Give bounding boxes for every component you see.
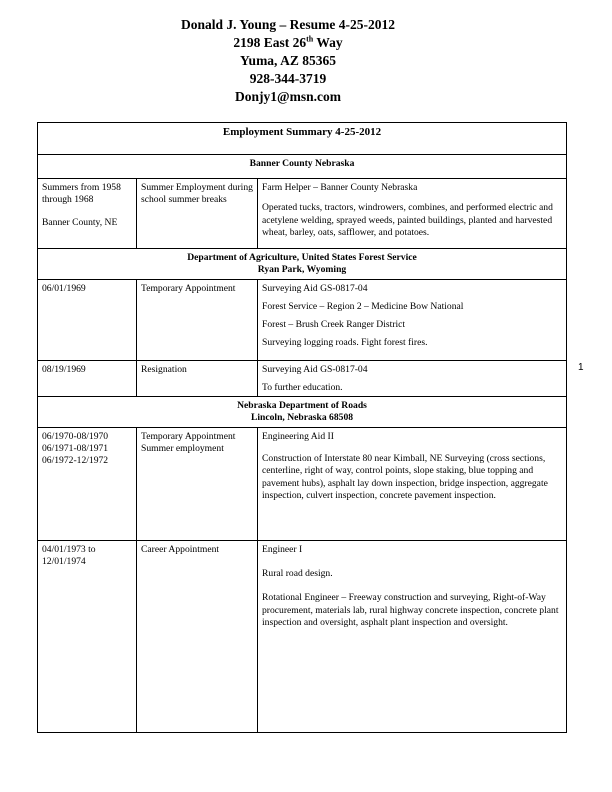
address-street: Way (313, 35, 343, 50)
table-row (38, 179, 567, 249)
org-usfs (38, 249, 567, 280)
type-cell: Career Appointment (137, 540, 258, 732)
email-line: Donjy1@msn.com (235, 89, 341, 104)
title-row (38, 123, 567, 155)
type-text: Temporary Appointment (141, 430, 236, 442)
position-title: Engineering Aid II (262, 430, 334, 442)
details-cell (258, 360, 567, 397)
resume-header (0, 16, 576, 106)
date-text: 06/1971-08/1971 (42, 443, 109, 455)
details-cell (258, 540, 567, 732)
position-title: Surveying Aid GS-0817-04 (262, 282, 368, 294)
position-title: Surveying Aid GS-0817-04 (262, 363, 368, 375)
page-number: 1 (578, 362, 584, 373)
details-cell (258, 179, 567, 249)
position-title: Farm Helper – Banner County Nebraska (262, 182, 418, 193)
type-cell: Temporary Appointment (137, 279, 258, 360)
address-number: 2198 East 26 (233, 35, 307, 50)
phone-line: 928-344-3719 (249, 71, 327, 86)
org-location: Ryan Park, Wyoming (257, 264, 347, 276)
type-text: Summer employment (141, 443, 224, 455)
date-cell (38, 427, 137, 540)
detail-line: To further education. (262, 381, 343, 393)
date-cell (38, 540, 137, 732)
address-suffix: th (306, 34, 314, 44)
org-row (38, 249, 567, 280)
type-cell: Summer Employment during school summer breaks (137, 179, 258, 249)
org-row (38, 397, 567, 428)
org-nebraska-roads (38, 397, 567, 428)
name-line: Donald J. Young – Resume 4-25-2012 (180, 17, 396, 32)
details-cell (258, 279, 567, 360)
org-row (38, 155, 567, 179)
date-text: 04/01/1973 to (42, 543, 96, 555)
position-description: Construction of Interstate 80 near Kimball, NE Surveying (cross sections, centerline, right of way, control points, slope staking, blue topping and pavement hubs), asphalt lay down inspection, bridge inspection, aggregate inspection, culvert inspection, concrete pavement inspection. (262, 453, 548, 501)
table-row (38, 427, 567, 540)
summary-title: Employment Summary 4-25-2012 (38, 123, 567, 155)
employment-summary-table (37, 122, 567, 733)
position-description: Operated tucks, tractors, windrowers, combines, and performed electric and acetylene welding, sprayed weeds, painted buildings, planted and harvested wheat, barley, oats, safflower, and potatoes. (262, 202, 553, 238)
date-cell (38, 179, 137, 249)
org-name: Nebraska Department of Roads (237, 400, 367, 412)
detail-line: Surveying logging roads. Fight forest fires. (262, 337, 428, 349)
date-cell: 06/01/1969 (38, 279, 137, 360)
org-location: Lincoln, Nebraska 68508 (250, 412, 354, 424)
location-text: Banner County, NE (42, 216, 118, 228)
detail-line: Forest Service – Region 2 – Medicine Bow National (262, 300, 464, 312)
org-name: Department of Agriculture, United States Forest Service (187, 252, 417, 263)
date-cell: 08/19/1969 (38, 360, 137, 397)
type-cell: Resignation (137, 360, 258, 397)
table-row (38, 279, 567, 360)
org-banner-county: Banner County Nebraska (38, 155, 567, 179)
position-title: Engineer I (262, 543, 303, 555)
position-description: Rotational Engineer – Freeway construction and surveying, Right-of-Way procurement, materials lab, rural highway concrete inspection, concrete plant inspection and oversight, asphalt plant inspection and oversight. (262, 592, 559, 628)
address-line (0, 34, 576, 52)
type-cell (137, 427, 258, 540)
detail-line: Forest – Brush Creek Ranger District (262, 319, 406, 331)
detail-line: Rural road design. (262, 568, 333, 580)
table-row (38, 360, 567, 397)
table-row (38, 540, 567, 732)
date-text: Summers from 1958 through 1968 (42, 182, 121, 206)
date-text: 06/1972-12/1972 (42, 455, 109, 467)
date-text: 06/1970-08/1970 (42, 430, 109, 442)
date-text: 12/01/1974 (42, 556, 86, 568)
details-cell (258, 427, 567, 540)
city-line: Yuma, AZ 85365 (240, 53, 336, 68)
